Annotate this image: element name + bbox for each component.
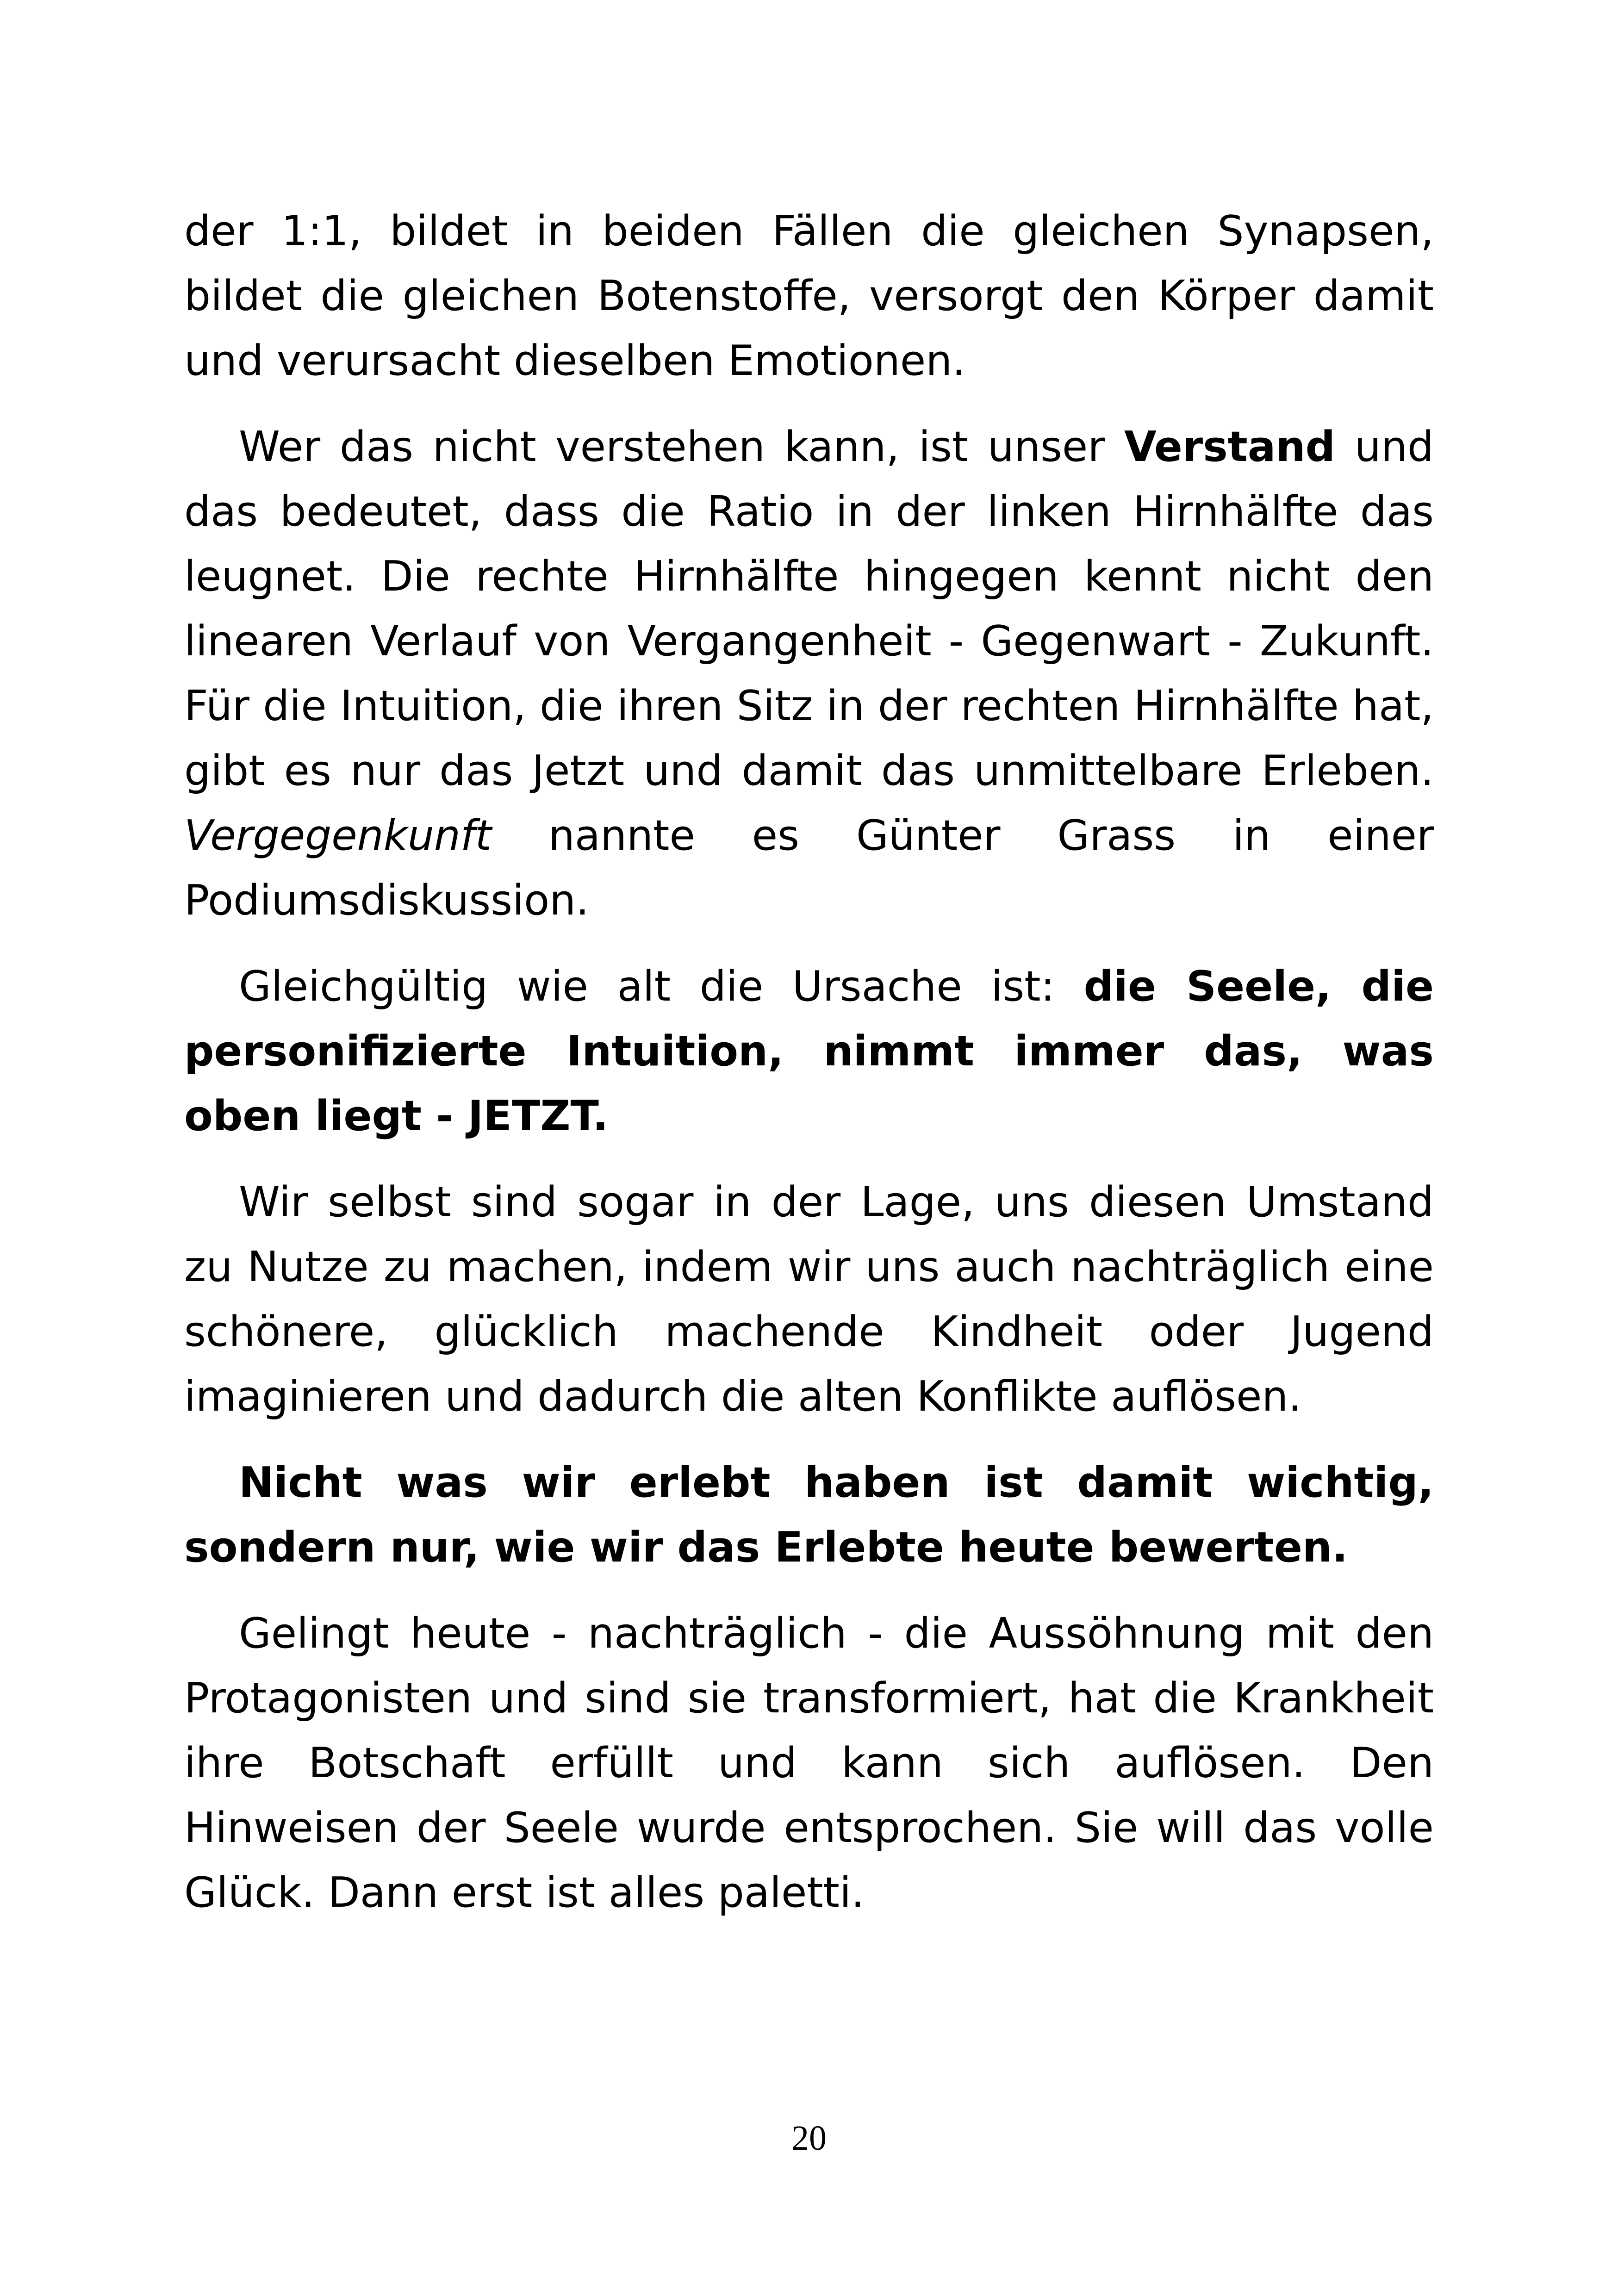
- paragraph-1-text: der 1:1, bildet in beiden Fällen die gleichen Synapsen, bildet die gleichen Botenstoffe, versorgt den Körper damit und verursacht dieselben Emotionen.: [184, 207, 1434, 385]
- body-text: [184, 199, 1434, 1947]
- page-number: 20: [791, 2119, 827, 2158]
- paragraph-4: [184, 1170, 1434, 1429]
- paragraph-2-text-b: und das bedeutet, dass die Ratio in der linken Hirnhälfte das leugnet. Die rechte Hirnhälfte hingegen kennt nicht den linearen Verlauf von Vergangenheit - Gegenwart - Zukunft. Für die Intuition, die ihren Sitz in der rechten Hirnhälfte hat, gibt es nur das Jetzt und damit das unmittelbare Erleben.: [184, 423, 1434, 795]
- paragraph-2-text-c: nannte es Günter Grass in einer Podiumsdiskussion.: [184, 811, 1434, 925]
- paragraph-3-bold: die Seele, die personifizierte Intuition, nimmt immer das, was oben liegt - JETZT.: [184, 962, 1434, 1140]
- paragraph-4-text: Wir selbst sind sogar in der Lage, uns diesen Umstand zu Nutze zu machen, indem wir uns auch nachträglich eine schönere, glücklich machende Kindheit oder Jugend imaginieren und dadurch die alten Konflikte auflösen.: [184, 1178, 1434, 1421]
- paragraph-3: [184, 954, 1434, 1149]
- paragraph-5: [184, 1450, 1434, 1580]
- paragraph-2-text-a: Wer das nicht verstehen kann, ist unser: [239, 423, 1125, 471]
- paragraph-1: [184, 199, 1434, 393]
- paragraph-2: [184, 415, 1434, 933]
- paragraph-2-bold-verstand: Verstand: [1124, 423, 1336, 471]
- paragraph-5-bold: Nicht was wir erlebt haben ist damit wichtig, sondern nur, wie wir das Erlebte heute bewerten.: [184, 1458, 1434, 1572]
- paragraph-3-text-a: Gleichgültig wie alt die Ursache ist:: [239, 962, 1084, 1011]
- paragraph-6-text: Gelingt heute - nachträglich - die Aussöhnung mit den Protagonisten und sind sie transformiert, hat die Krankheit ihre Botschaft erfüllt und kann sich auflösen. Den Hinweisen der Seele wurde entsprochen. Sie will das volle Glück. Dann erst ist alles paletti.: [184, 1609, 1434, 1917]
- paragraph-6: [184, 1601, 1434, 1925]
- paragraph-2-italic-vergegenkunft: Vergegenkunft: [184, 811, 492, 860]
